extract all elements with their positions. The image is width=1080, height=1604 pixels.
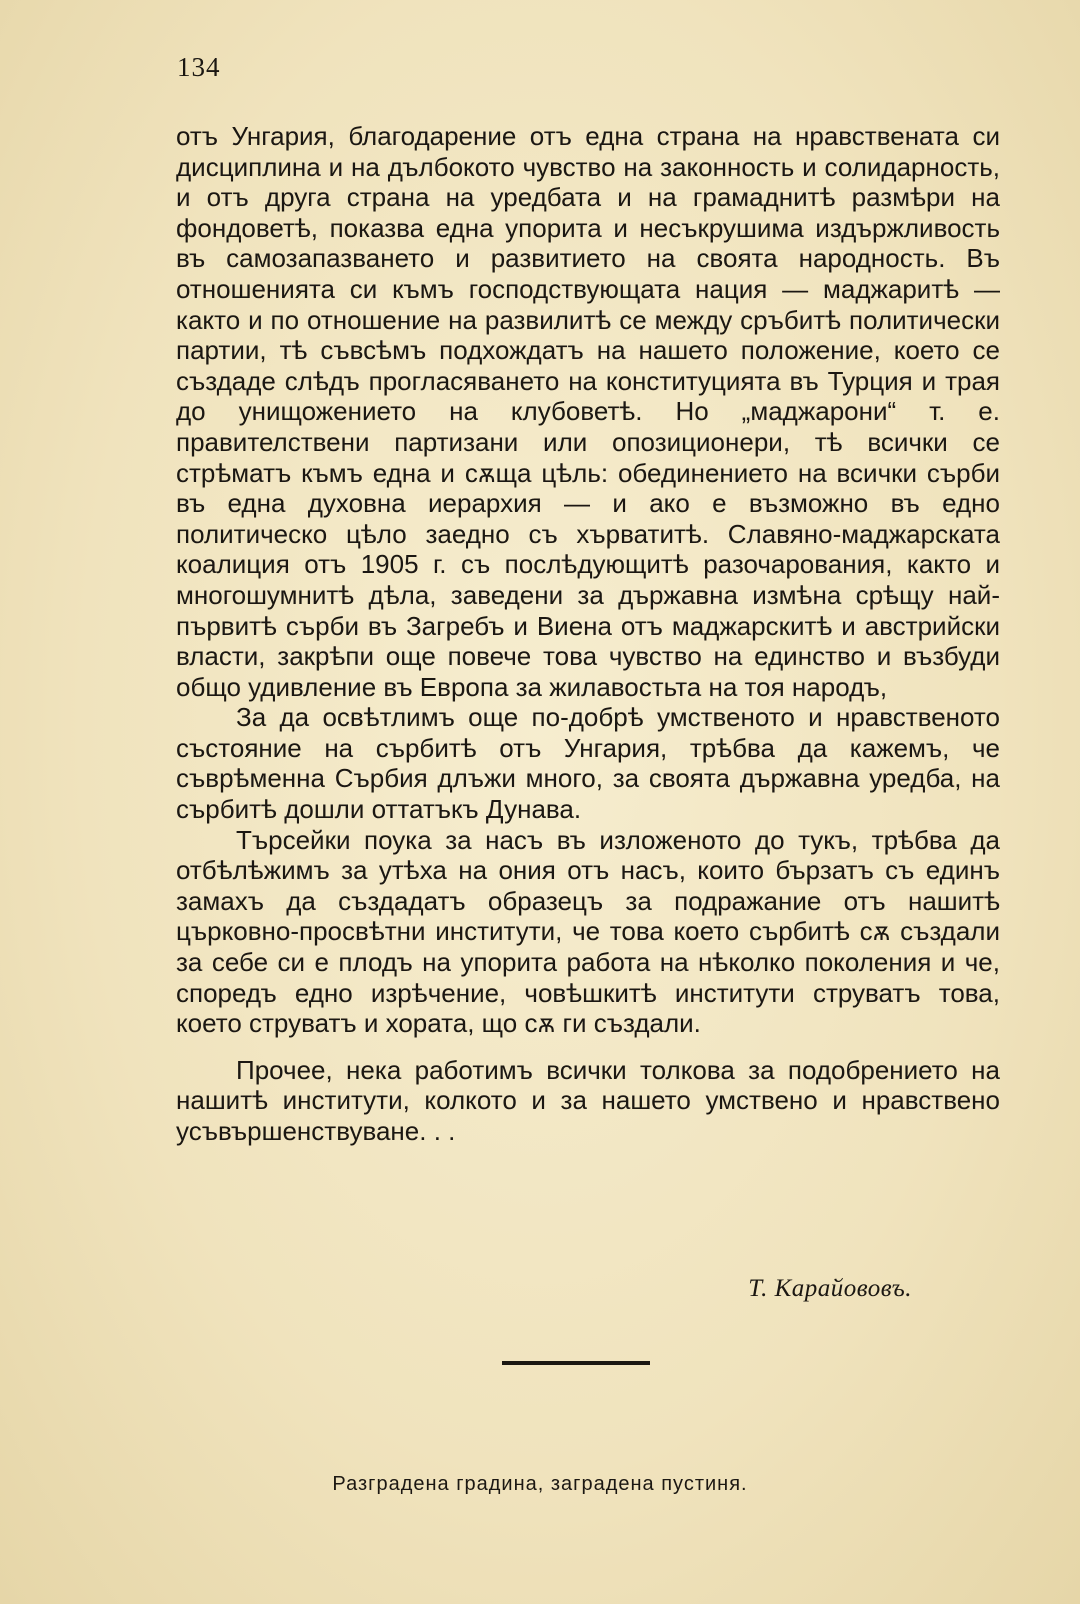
section-divider xyxy=(502,1361,650,1365)
paragraph-4: Прочее, нека работимъ всички толкова за подобрението на нашитѣ институти, колкото и за нашето умствено и нравствено усъвършенствуване. . . xyxy=(176,1054,1000,1146)
paragraph-1: отъ Унгария, благодарение отъ една страна на нравствената си дисциплина и на дълбокото чувство на законность и солидарность, и отъ друга страна на уредбата и на грамаднитѣ размѣри на фондоветѣ, показва една упорита и несъкрушима издържливость въ самозапазването и развитието на своята народность. Въ отношенията си къмъ господствующата нация — маджаритѣ — както и по отношение на развилитѣ се между сръбитѣ политически партии, тѣ съвсѣмъ подхождатъ на нашето положение, което се създаде слѣдъ прогласяването на конституцията въ Турция и трая до унищожението на клубоветѣ. Но „маджарони“ т. е. правителствени партизани или опозиционери, тѣ всички се стрѣматъ къмъ една и сѫща цѣль: обединението на всички сърби въ една духовна иерархия — и ако е възможно въ едно политическо цѣло заедно съ хърватитѣ. Славяно-маджарската коалиция отъ 1905 г. съ послѣдующитѣ разочарования, както и многошумнитѣ дѣла, заведени за държавна измѣна срѣщу най-първитѣ сърби въ Загребъ и Виена отъ маджарскитѣ и австрийски власти, закрѣпи още повече това чувство на единство и възбуди общо удивление въ Европа за жилавостьта на тоя народъ, xyxy=(176,121,1000,702)
author-signature: Т. Карайововъ. xyxy=(748,1275,912,1302)
footer-motto: Разградена градина, заградена пустиня. xyxy=(332,1473,748,1495)
paragraph-2: За да освѣтлимъ още по-добрѣ умственото и нравственото състояние на сърбитѣ отъ Унгария, трѣбва да кажемъ, че съврѣменна Сърбия длъжи много, за своята държавна уредба, на сърбитѣ дошли оттатъкъ Дунава. xyxy=(176,702,1000,825)
article-body xyxy=(176,121,1000,1147)
paragraph-3: Търсейки поука за насъ въ изложеното до тукъ, трѣбва да отбѣлѣжимъ за утѣха на ония отъ насъ, които бързатъ съ единъ замахъ да създадатъ образецъ за подражание отъ нашитѣ църковно-просвѣтни институти, че това което сърбитѣ сѫ създали за себе си е плодъ на упорита работа на нѣколко поколения и че, споредъ едно изрѣчение, човѣшкитѣ институти струватъ това, което струватъ и хората, що сѫ ги създали. xyxy=(176,824,1000,1039)
page-number: 134 xyxy=(177,52,221,82)
